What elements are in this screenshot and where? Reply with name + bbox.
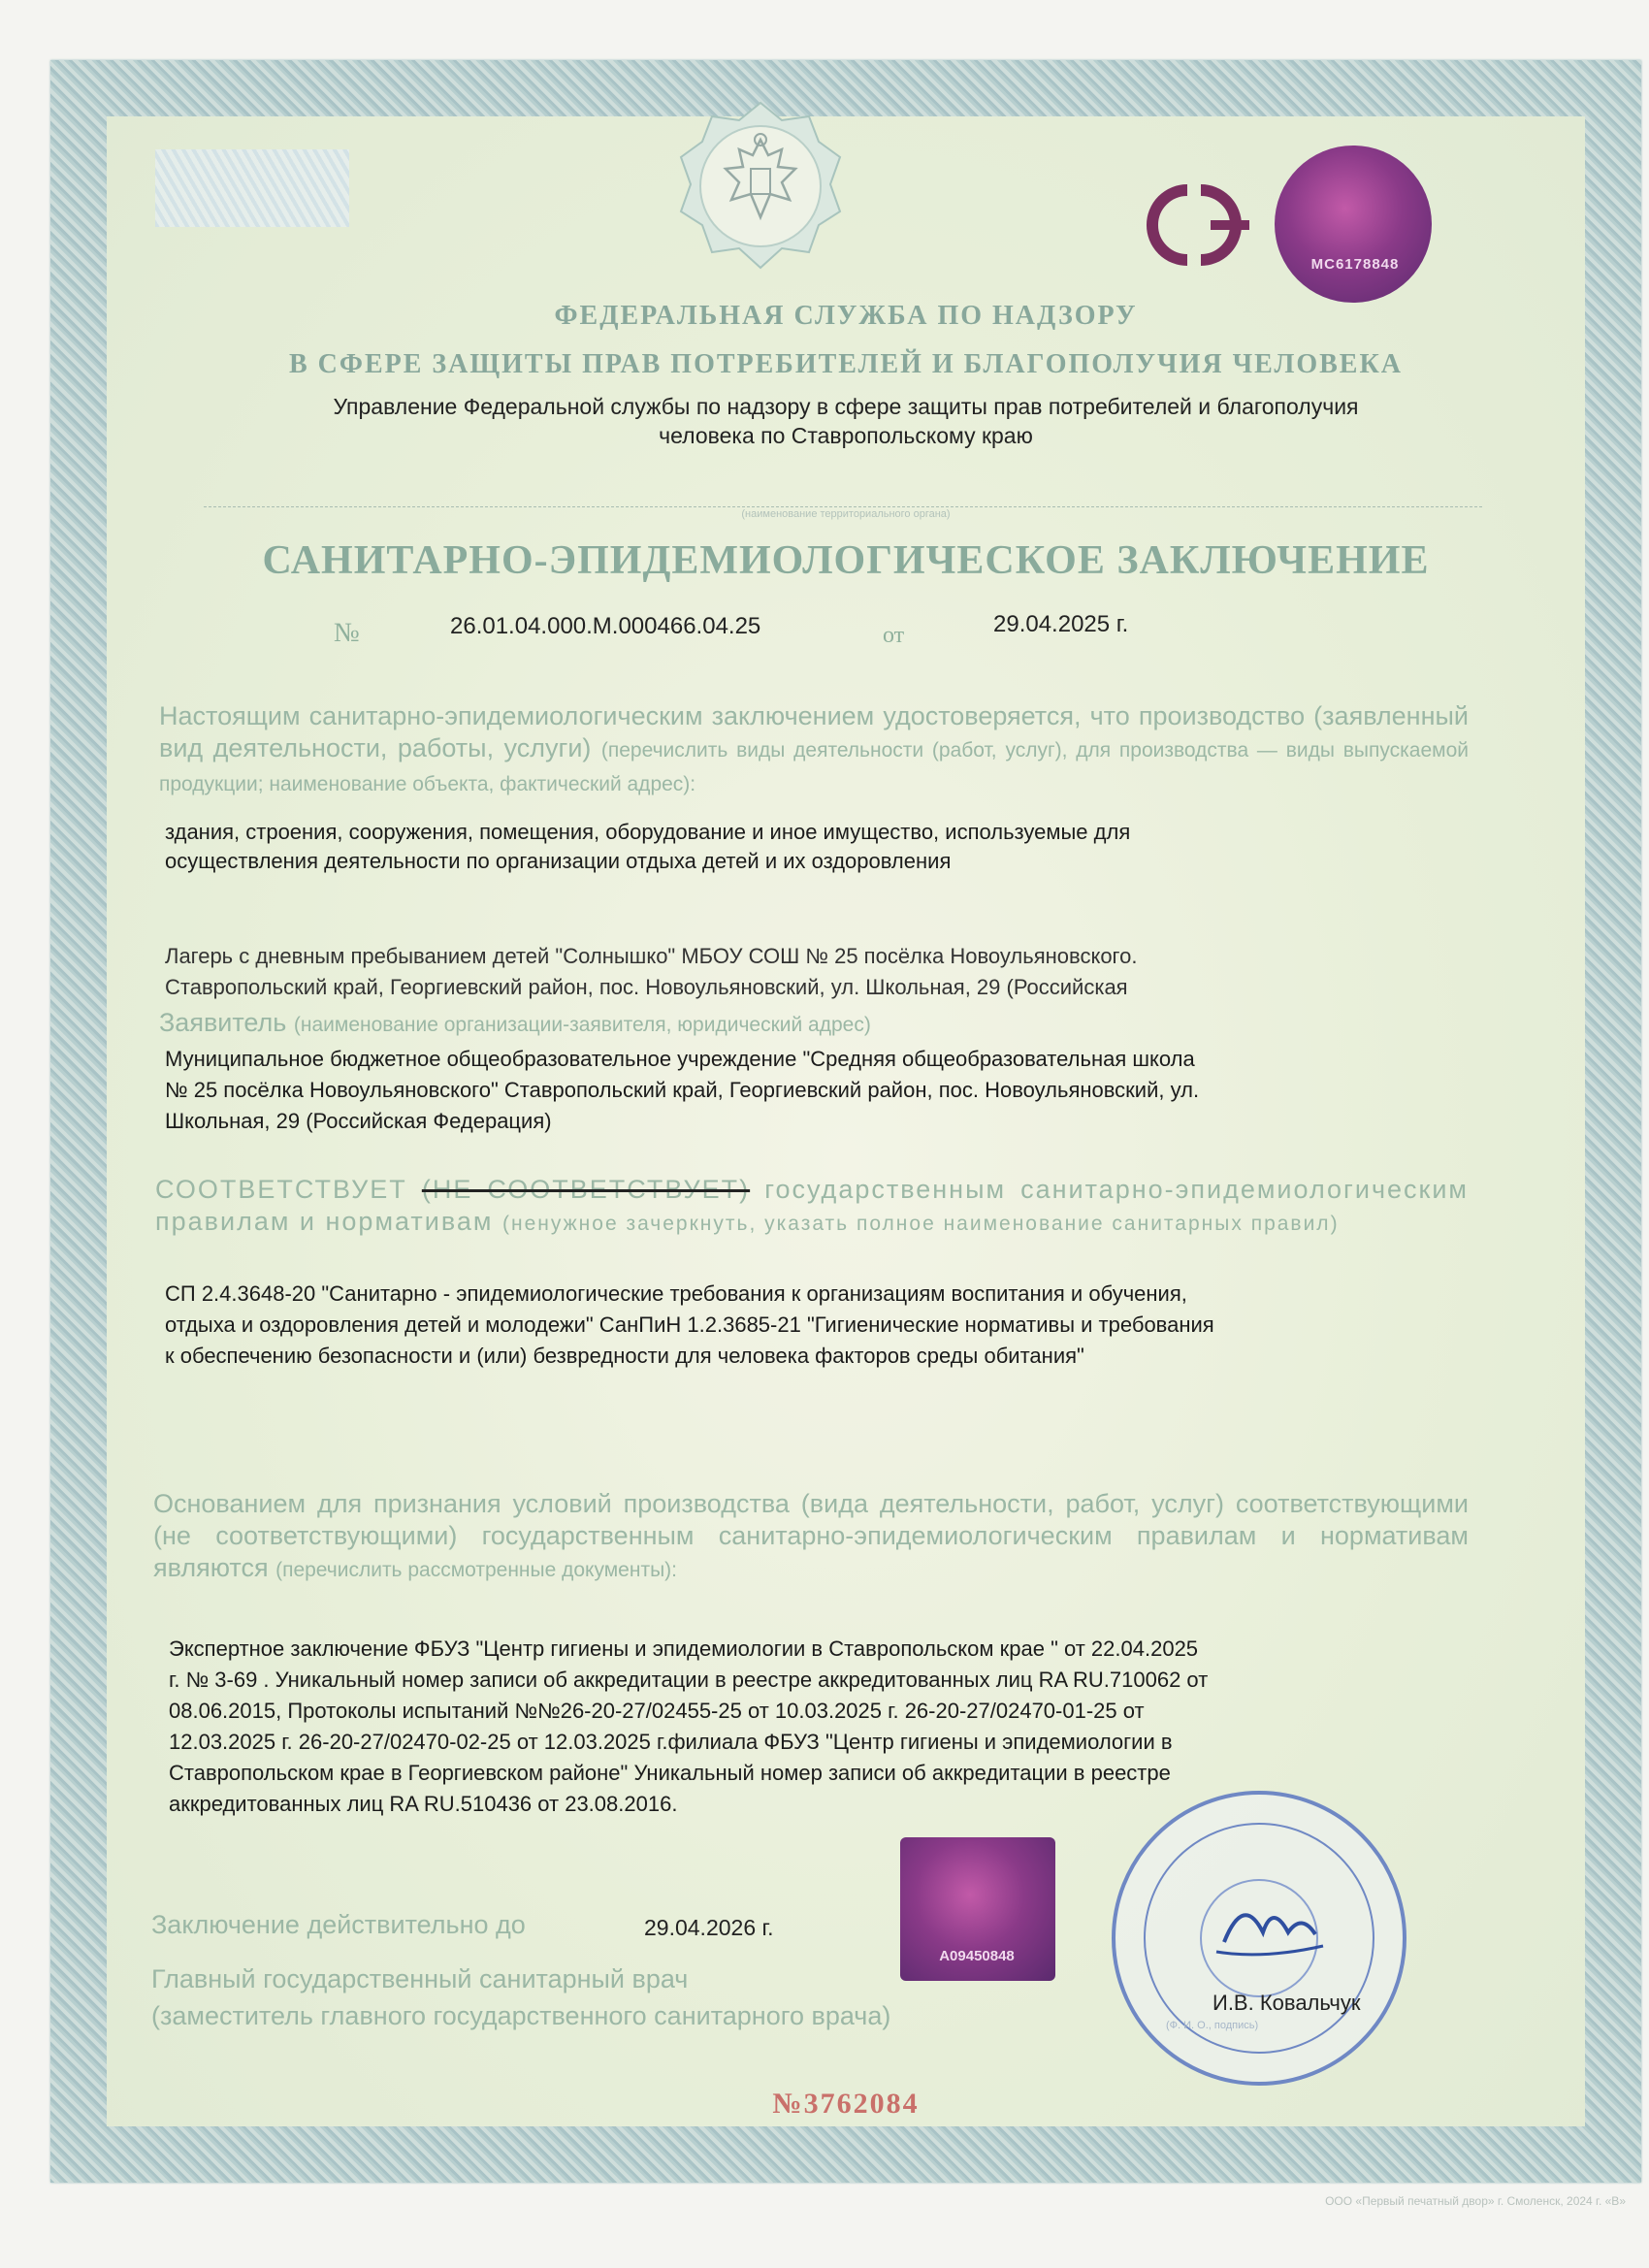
signatory-title-line2: (заместитель главного государственного санитарного врача) [151, 2001, 891, 2030]
basis-line: Ставропольском крае в Георгиевском районе" Уникальный номер записи об аккредитации в реестре [169, 1761, 1171, 1785]
not-complies-struck: (НЕ СООТВЕТСТВУЕТ) [421, 1175, 751, 1204]
basis-line: аккредитованных лиц RA RU.510436 от 23.08.2016. [169, 1792, 678, 1816]
compliance-line1: СП 2.4.3648-20 "Санитарно - эпидемиологические требования к организациям воспитания и обучения, [165, 1281, 1187, 1306]
hologram-top [1275, 146, 1432, 303]
compliance-label [155, 1174, 1469, 1240]
validity-label: Заключение действительно до [151, 1910, 526, 1939]
basis-label-small: (перечислить рассмотренные документы): [275, 1559, 677, 1581]
compliance-line2: отдыха и оздоровления детей и молодежи" СанПиН 1.2.3685-21 "Гигиенические нормативы и требования [165, 1312, 1214, 1337]
compliance-line3: к обеспечению безопасности и (или) безвредности для человека факторов среды обитания" [165, 1344, 1084, 1368]
certificate-sheet [50, 60, 1641, 2183]
form-serial-number: №3762084 [772, 2088, 920, 2120]
activity-label-small: (перечислить виды деятельности (работ, услуг), для производства — виды выпускаемой продукции; наименование объекта, фактический адрес): [159, 739, 1469, 795]
agency-header-line1: ФЕДЕРАЛЬНАЯ СЛУЖБА ПО НАДЗОРУ [554, 301, 1138, 331]
applicant-line1: Муниципальное бюджетное общеобразовательное учреждение "Средняя общеобразовательная школа [165, 1047, 1195, 1071]
complies-word: СООТВЕТСТВУЕТ [155, 1175, 407, 1204]
activity-label-large: Настоящим санитарно-эпидемиологическим заключением удостоверяется, что производство (заявленный вид деятельности, работы, услуги) [159, 701, 1469, 762]
number-label: № [334, 618, 360, 648]
agency-header-line2: В СФЕРЕ ЗАЩИТЫ ПРАВ ПОТРЕБИТЕЛЕЙ И БЛАГОПОЛУЧИЯ ЧЕЛОВЕКА [289, 349, 1403, 379]
basis-line: 12.03.2025 г. 26-20-27/02470-02-25 от 12.03.2025 г.филиала ФБУЗ "Центр гигиены и эпидемиологии в [169, 1730, 1173, 1754]
activity-label [159, 700, 1469, 800]
basis-line: Экспертное заключение ФБУЗ "Центр гигиены и эпидемиологии в Ставропольском крае " от 22.04.2025 [169, 1636, 1199, 1661]
document-date: 29.04.2025 г. [993, 611, 1129, 637]
object-line1: Лагерь с дневным пребыванием детей "Солнышко" МБОУ СОШ № 25 посёлка Новоульяновского. [165, 944, 1138, 968]
authority-name-line1: Управление Федеральной службы по надзору в сфере защиты прав потребителей и благополучия [333, 394, 1359, 419]
object-line2: Ставропольский край, Георгиевский район, пос. Новоульяновский, ул. Школьная, 29 (Российская [165, 975, 1128, 999]
official-stamp [1108, 1787, 1410, 2090]
document-number: 26.01.04.000.М.000466.04.25 [450, 613, 761, 639]
applicant-line2: № 25 посёлка Новоульяновского" Ставропольский край, Георгиевский район, пос. Новоульяновский, ул. [165, 1078, 1200, 1102]
signatory-title-line1: Главный государственный санитарный врач [151, 1964, 689, 1993]
hologram-bottom-code: A09450848 [939, 1948, 1015, 1964]
signature-caption: (Ф. И. О., подпись) [1166, 2020, 1259, 2031]
authority-underline [204, 506, 1482, 507]
applicant-label [159, 1007, 871, 1041]
printer-imprint: ООО «Первый печатный двор» г. Смоленск, 2024 г. «В» [1325, 2194, 1626, 2208]
compliance-rest: государственным санитарно-эпидемиологическим правилам и нормативам [155, 1175, 1469, 1236]
authority-caption: (наименование территориального органа) [741, 508, 951, 520]
applicant-label-large: Заявитель [159, 1008, 287, 1037]
signatory-name: И.В. Ковальчук [1212, 1991, 1361, 2015]
hologram-top-code: MC6178848 [1310, 256, 1400, 273]
document-title: САНИТАРНО-ЭПИДЕМИОЛОГИЧЕСКОЕ ЗАКЛЮЧЕНИЕ [262, 538, 1430, 583]
basis-label-large: Основанием для признания условий производства (вида деятельности, работ, услуг) соответствующими (не соответствующими) государственным санитарно-эпидемиологическим правилам и нормативам являются [153, 1489, 1469, 1582]
applicant-label-small: (наименование организации-заявителя, юридический адрес) [293, 1014, 871, 1036]
conformity-mark-icon [1127, 178, 1263, 271]
compliance-label-small: (ненужное зачеркнуть, указать полное наименование санитарных правил) [502, 1213, 1340, 1235]
russian-emblem-icon [673, 99, 848, 274]
basis-line: 08.06.2015, Протоколы испытаний №№26-20-27/02455-25 от 10.03.2025 г. 26-20-27/02470-01-25 от [169, 1699, 1145, 1723]
activity-text-line1: здания, строения, сооружения, помещения, оборудование и иное имущество, используемые для [165, 820, 1131, 844]
validity-date: 29.04.2026 г. [644, 1915, 774, 1940]
basis-line: г. № 3-69 . Уникальный номер записи об аккредитации в реестре аккредитованных лиц RA RU.710062 от [169, 1668, 1209, 1692]
activity-text-line2: осуществления деятельности по организации отдыха детей и их оздоровления [165, 849, 952, 873]
applicant-line3: Школьная, 29 (Российская Федерация) [165, 1109, 552, 1133]
authority-name-line2: человека по Ставропольскому краю [659, 423, 1033, 448]
basis-label [153, 1488, 1469, 1586]
security-watermark [155, 149, 349, 227]
date-label: от [883, 623, 905, 648]
